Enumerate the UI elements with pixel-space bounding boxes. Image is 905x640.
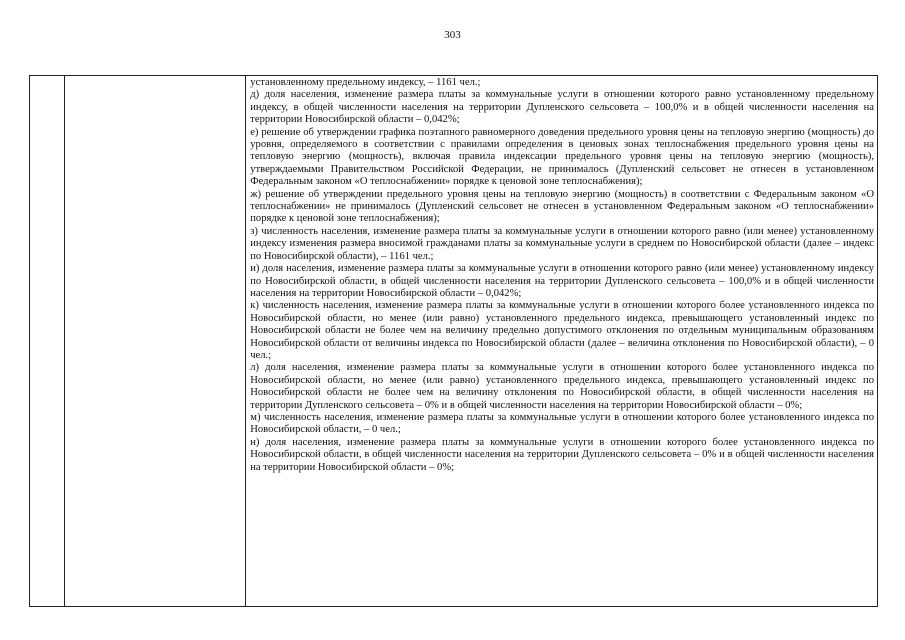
paragraph-i: и) доля населения, изменение размера платы за коммунальные услуги в отношении которого равно (или менее) установленному индексу по Новосибирской области, в общей численности населения на территории Дупленского сельсовета – 100,0% и в общей численности населения на территории Новосибирской области – 0,042%;	[250, 263, 874, 299]
paragraph-continuation: установленному предельному индексу, – 1161 чел.;	[250, 77, 481, 88]
paragraph-e: е) решение об утверждении графика поэтапного равномерного доведения предельного уровня цены на тепловую энергию (мощность) до уровня, определяемого в соответствии с правилами определения в ценовых зонах теплоснабжения предельного уровня цены на тепловую энергию (мощность), включая правила индексации предельного уровня цены на тепловую энергию (мощность), утверждаемыми Правительством Российской Федерации, не принималось (Дупленский сельсовет не отнесен в установленном Федеральным законом «О теплоснабжении» порядке к ценовой зоне теплоснабжения);	[250, 126, 874, 188]
table-cell-number	[30, 76, 65, 607]
table-row	[30, 76, 878, 607]
paragraph-m: м) численность населения, изменение размера платы за коммунальные услуги в отношении которого более установленного индекса по Новосибирской области, – 0 чел.;	[250, 411, 874, 436]
paragraph-zh: ж) решение об утверждении предельного уровня цены на тепловую энергию (мощность) в соответствии с Федеральным законом «О теплоснабжении» не принималось (Дупленский сельсовет не отнесен в установленном Федеральным законом «О теплоснабжении» порядке к ценовой зоне теплоснабжения);	[250, 188, 874, 225]
paragraph-n: н) доля населения, изменение размера платы за коммунальные услуги в отношении которого более установленного индекса по Новосибирской области, в общей численности населения на территории Дупленского сельсовета – 0% и в общей численности населения на территории Новосибирской области – 0%;	[250, 436, 874, 473]
table-cell-content	[246, 76, 878, 607]
paragraph-k: к) численность населения, изменение размера платы за коммунальные услуги в отношении которого более установленного индекса по Новосибирской области, но менее (или равно) установленного предельного индекса, превышающего установленный индекс по Новосибирской области не более чем на величину предельно допустимого отклонения по отдельным муниципальным образованиям Новосибирской области от величины индекса по Новосибирской области (далее – величина отклонения по Новосибирской области), – 0 чел.;	[250, 300, 874, 361]
document-table	[29, 75, 878, 607]
paragraph-l: л) доля населения, изменение размера платы за коммунальные услуги в отношении которого более установленного индекса по Новосибирской области, но менее (или равно) установленного предельного индекса, превышающего установленный индекс по Новосибирской области не более чем на величину отклонения по Новосибирской области, в общей численности населения на территории Дупленского сельсовета – 0% и в общей численности населения на территории Новосибирской области – 0%;	[250, 362, 874, 411]
paragraph-d: д) доля населения, изменение размера платы за коммунальные услуги в отношении которого равно установленному предельному индексу, в общей численности населения на территории Дупленского сельсовета – 100,0% и в общей численности населения на территории Новосибирской области – 0,042%;	[250, 89, 874, 126]
page-number: 303	[444, 29, 461, 41]
table-cell-indicator	[65, 76, 246, 607]
paragraph-z: з) численность населения, изменение размера платы за коммунальные услуги в отношении которого равно (или менее) установленному индексу изменения размера вносимой гражданами платы за коммунальные услуги в среднем по Новосибирской области (далее – индекс по Новосибирской области), – 1161 чел.;	[250, 225, 874, 262]
